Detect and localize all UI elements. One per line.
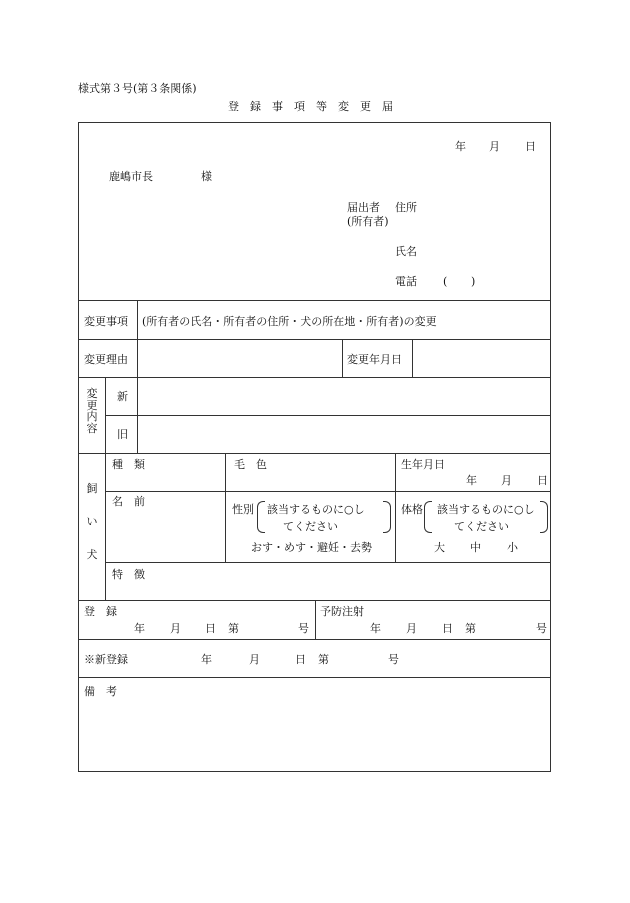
sex-note-line2: てください: [283, 520, 338, 533]
divider: [79, 453, 550, 454]
vaccination-label: 予防注射: [320, 605, 364, 618]
phone-paren-open: (: [443, 275, 448, 288]
date-day-label: 日: [525, 140, 536, 153]
registration-month: 月: [170, 622, 181, 635]
new-registration-day: 日: [295, 653, 306, 666]
divider: [79, 677, 550, 678]
recipient-honorific: 様: [201, 170, 212, 183]
new-registration-go: 号: [388, 653, 399, 666]
address-label: 住所: [395, 201, 417, 214]
size-large: 大: [434, 541, 445, 554]
birth-date-label: 生年月日: [401, 458, 445, 471]
applicant-label: 届出者: [347, 201, 380, 214]
new-registration-dai: 第: [318, 653, 329, 666]
new-registration-year: 年: [201, 653, 212, 666]
divider: [315, 600, 316, 639]
sex-options: おす・めす・避妊・去勢: [251, 541, 372, 554]
name-label: 氏名: [395, 245, 417, 258]
registration-day: 日: [205, 622, 216, 635]
right-bracket: [383, 501, 391, 533]
divider: [79, 639, 550, 640]
divider: [137, 301, 138, 377]
divider: [105, 377, 106, 600]
features-label: 特 徴: [112, 568, 145, 581]
registration-year: 年: [134, 622, 145, 635]
form-number: 様式第３号(第３条関係): [78, 82, 197, 95]
divider: [105, 562, 550, 563]
size-label: 体格: [401, 503, 423, 516]
size-note-line2: てください: [454, 520, 509, 533]
divider: [79, 377, 550, 378]
label-char: 容: [86, 421, 98, 435]
size-small: 小: [507, 541, 518, 554]
vaccination-go: 号: [536, 622, 547, 635]
vaccination-month: 月: [406, 622, 417, 635]
new-registration-label: ※新登録: [84, 653, 128, 666]
change-item-value: (所有者の氏名・所有者の住所・犬の所在地・所有者)の変更: [142, 315, 437, 328]
phone-paren-close: ): [471, 275, 476, 288]
vaccination-dai: 第: [465, 622, 476, 635]
label-char: 犬: [86, 548, 98, 561]
vaccination-day: 日: [442, 622, 453, 635]
label-char: 変: [86, 387, 98, 400]
new-registration-month: 月: [249, 653, 260, 666]
label-char: 内: [86, 410, 98, 424]
breed-label: 種 類: [112, 458, 145, 471]
birth-month-label: 月: [501, 474, 512, 487]
birth-year-label: 年: [466, 474, 477, 487]
label-char: い: [86, 515, 98, 528]
dog-label: [85, 483, 99, 560]
divider: [225, 453, 226, 562]
divider: [105, 491, 550, 492]
left-bracket: [257, 501, 265, 533]
right-bracket: [540, 501, 548, 533]
coat-color-label: 毛 色: [234, 458, 267, 471]
sex-note-line1: 該当するものに○し: [267, 503, 365, 516]
new-label: 新: [117, 390, 128, 403]
old-label: 旧: [117, 428, 128, 441]
birth-day-label: 日: [537, 474, 548, 487]
divider: [79, 300, 550, 301]
change-notification-form: [78, 122, 551, 772]
label-char: 飼: [86, 482, 98, 495]
recipient: 鹿嶋市長: [109, 170, 153, 183]
registration-label: 登 録: [84, 605, 117, 618]
dog-name-label: 名 前: [112, 495, 145, 508]
change-date-label: 変更年月日: [347, 353, 402, 366]
registration-dai: 第: [228, 622, 239, 635]
change-reason-label: 変更理由: [84, 353, 128, 366]
left-bracket: [424, 501, 432, 533]
divider: [412, 339, 413, 377]
divider: [395, 453, 396, 562]
phone-label: 電話: [395, 275, 417, 288]
change-item-label: 変更事項: [84, 315, 128, 328]
divider: [79, 339, 550, 340]
divider: [342, 339, 343, 377]
sex-label: 性別: [232, 503, 254, 516]
divider: [137, 377, 138, 453]
vaccination-year: 年: [370, 622, 381, 635]
date-month-label: 月: [489, 140, 500, 153]
change-content-label: [85, 388, 99, 434]
remarks-label: 備 考: [84, 685, 117, 698]
size-note-line1: 該当するものに○し: [437, 503, 535, 516]
registration-go: 号: [298, 622, 309, 635]
label-char: 更: [86, 398, 98, 412]
form-title: 登 録 事 項 等 変 更 届: [228, 100, 393, 113]
owner-note: (所有者): [347, 215, 389, 228]
divider: [105, 415, 550, 416]
date-year-label: 年: [455, 140, 466, 153]
size-medium: 中: [470, 541, 481, 554]
